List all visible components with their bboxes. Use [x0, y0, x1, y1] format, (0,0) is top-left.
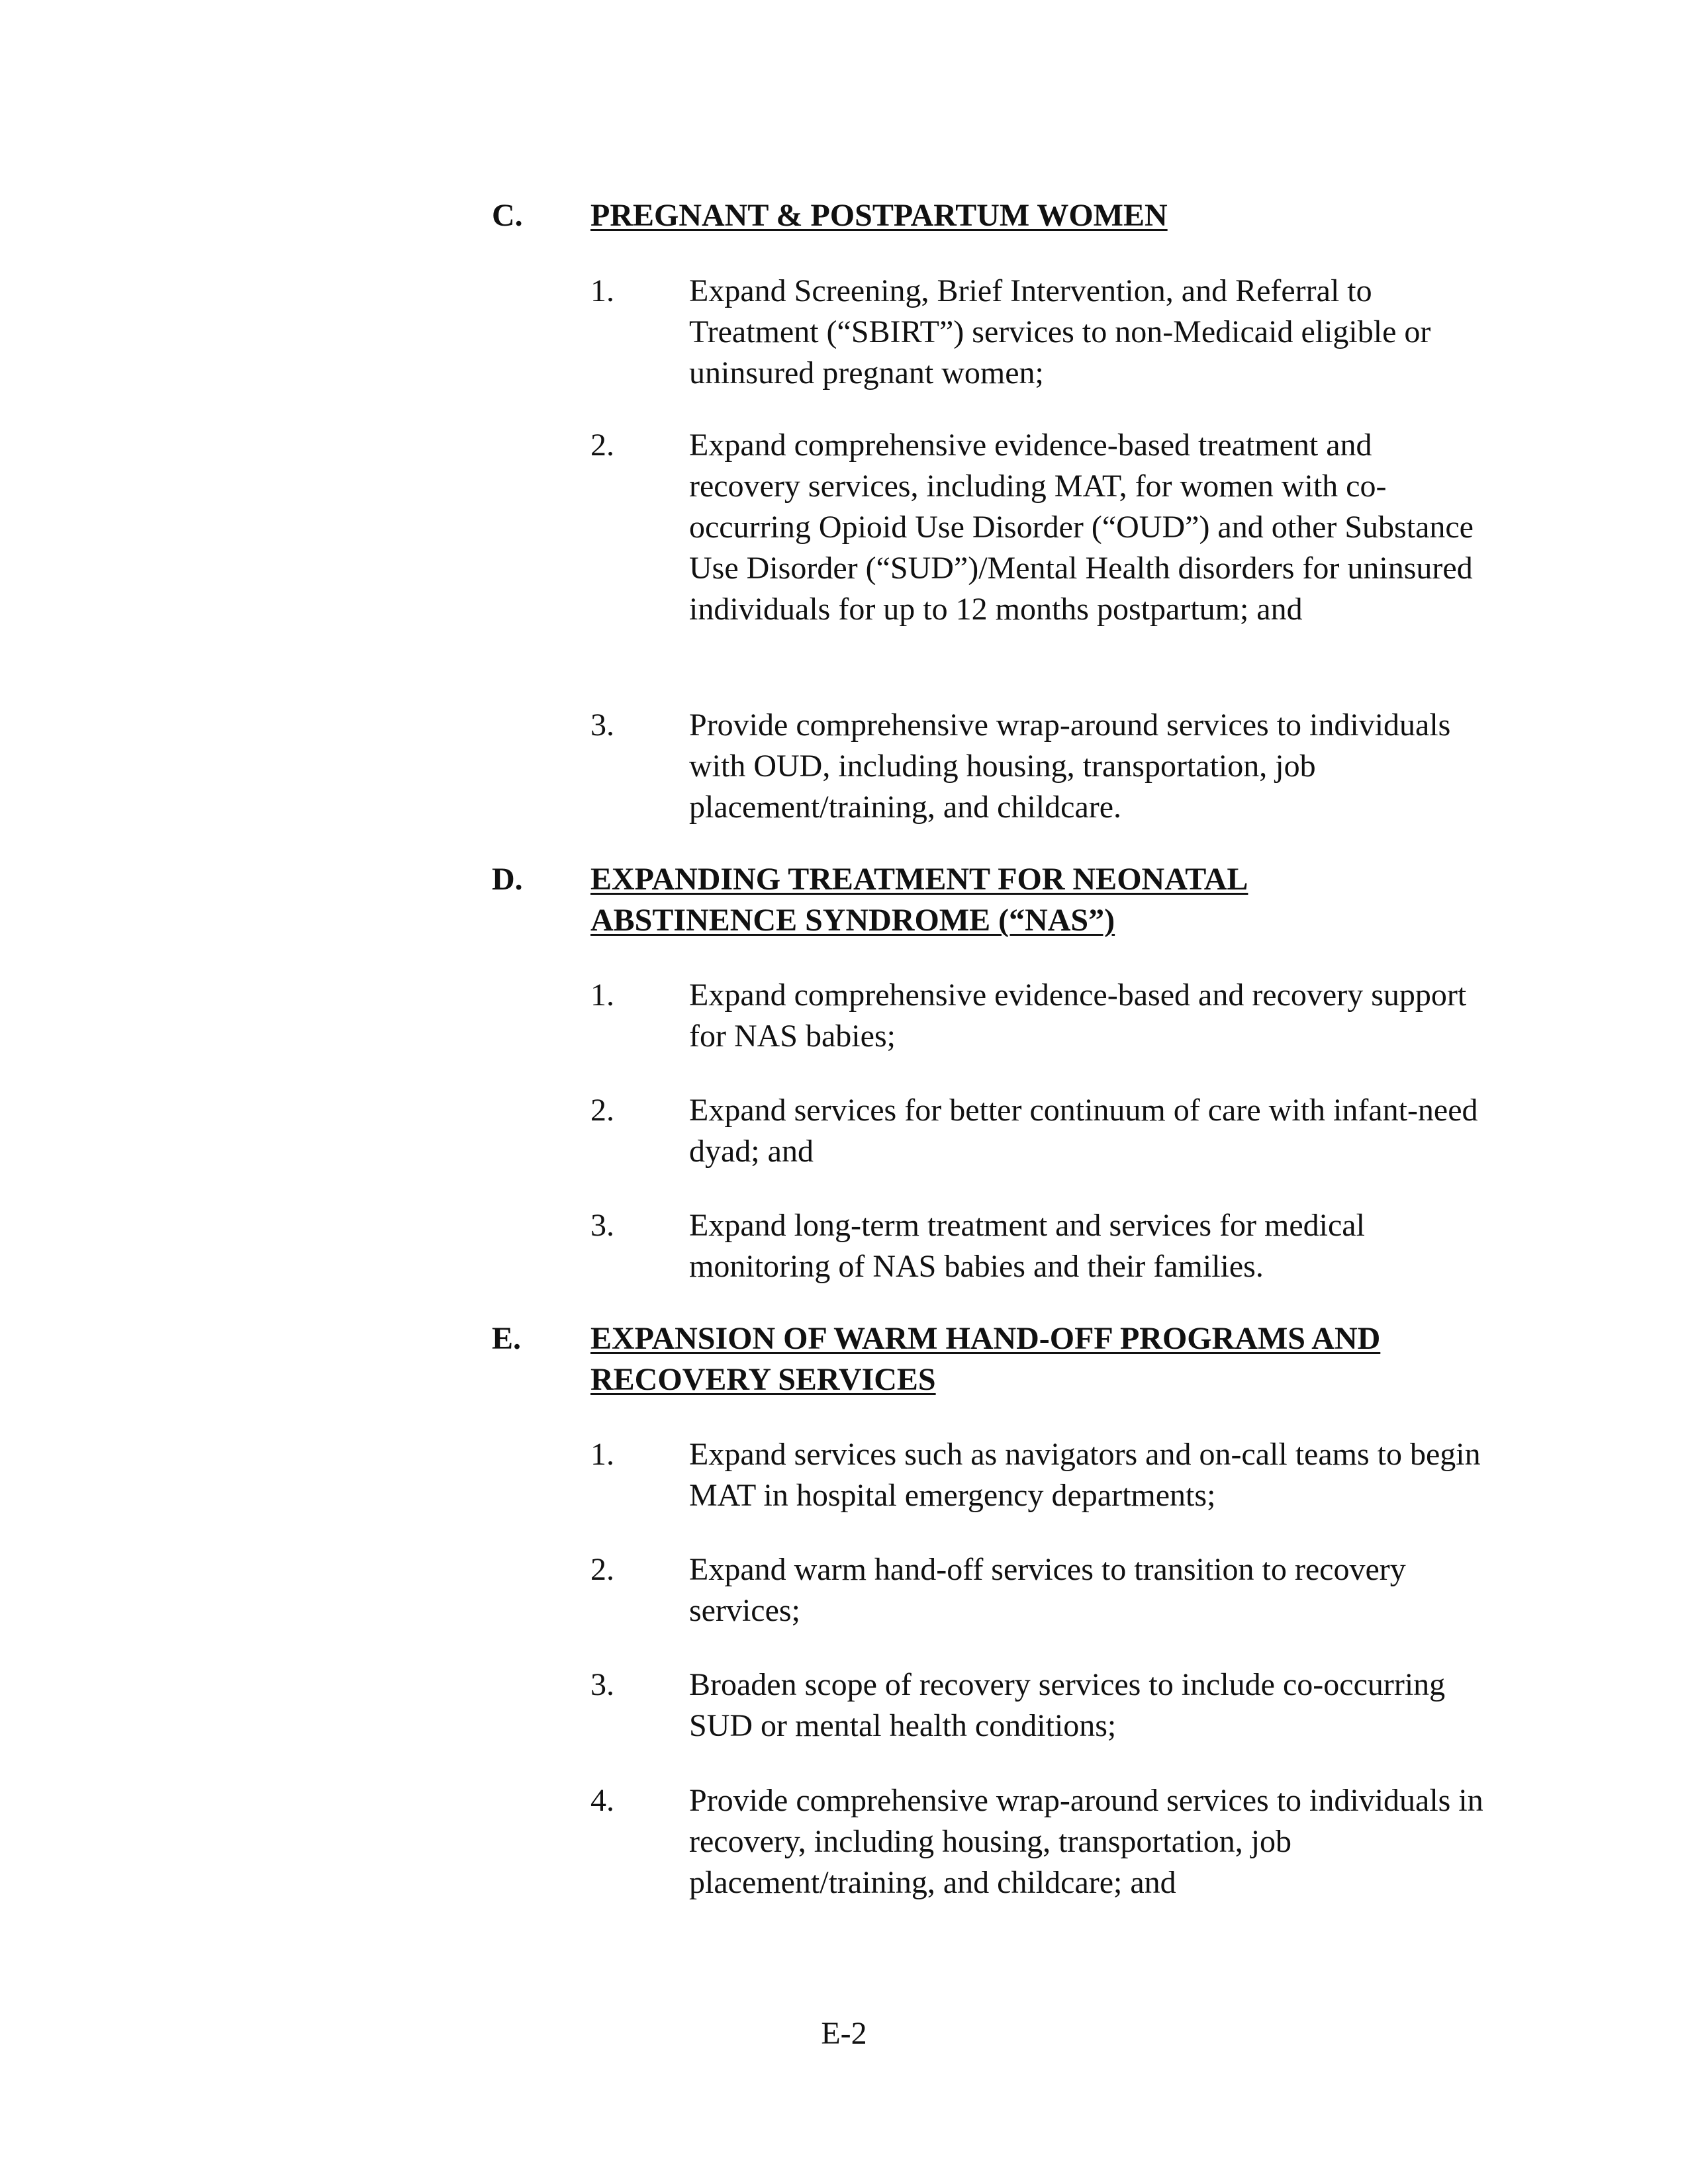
item-text: Expand services such as navigators and on-call teams to begin MAT in hospital emergency departments;	[689, 1437, 1481, 1513]
list-item	[590, 1434, 1483, 1516]
item-text: Expand comprehensive evidence-based and recovery support for NAS babies;	[689, 978, 1467, 1054]
section-d	[492, 859, 1498, 941]
item-number: 3.	[590, 1667, 614, 1702]
section-heading	[492, 859, 1498, 941]
list-item	[590, 975, 1483, 1057]
item-text: Expand warm hand-off services to transition to recovery services;	[689, 1552, 1406, 1628]
section-title: PREGNANT & POSTPARTUM WOMEN	[590, 198, 1168, 233]
item-text: Expand long-term treatment and services for medical monitoring of NAS babies and their families.	[689, 1208, 1365, 1284]
item-text: Expand services for better continuum of care with infant-need dyad; and	[689, 1093, 1478, 1169]
item-text: Provide comprehensive wrap-around services to individuals with OUD, including housing, transportation, job placement/training, and childcare.	[689, 707, 1451, 825]
item-number: 2.	[590, 1552, 614, 1587]
item-number: 3.	[590, 1208, 614, 1243]
list-item	[590, 1549, 1483, 1631]
section-heading	[492, 195, 1498, 236]
item-text: Provide comprehensive wrap-around services to individuals in recovery, including housing, transportation, job placement/training, and childcare; and	[689, 1783, 1483, 1900]
section-c	[492, 195, 1498, 236]
list-item	[590, 1780, 1483, 1903]
item-number: 3.	[590, 707, 614, 743]
item-number: 4.	[590, 1783, 614, 1818]
item-number: 1.	[590, 273, 614, 308]
list-item	[590, 1090, 1483, 1172]
section-letter: E.	[492, 1321, 522, 1356]
item-text: Broaden scope of recovery services to include co-occurring SUD or mental health conditions;	[689, 1667, 1446, 1743]
item-text: Expand Screening, Brief Intervention, and Referral to Treatment (“SBIRT”) services to non-Medicaid eligible or uninsured pregnant women;	[689, 273, 1431, 390]
section-heading	[492, 1318, 1498, 1400]
item-text: Expand comprehensive evidence-based treatment and recovery services, including MAT, for women with co-occurring Opioid Use Disorder (“OUD”) and other Substance Use Disorder (“SUD”)/Mental Health disorders for uninsured individuals for up to 12 months postpartum; and	[689, 428, 1474, 627]
item-number: 1.	[590, 1437, 614, 1472]
list-item	[590, 1205, 1483, 1287]
list-item	[590, 271, 1483, 394]
list-item	[590, 1664, 1483, 1747]
section-title: EXPANSION OF WARM HAND-OFF PROGRAMS AND RECOVERY SERVICES	[590, 1321, 1381, 1397]
section-letter: C.	[492, 198, 523, 233]
page-number: E-2	[821, 2016, 867, 2051]
list-item	[590, 705, 1483, 828]
list-item	[590, 425, 1483, 630]
section-e	[492, 1318, 1498, 1400]
item-number: 2.	[590, 428, 614, 463]
section-letter: D.	[492, 862, 523, 897]
item-number: 1.	[590, 978, 614, 1013]
item-number: 2.	[590, 1093, 614, 1128]
section-title: EXPANDING TREATMENT FOR NEONATAL ABSTINENCE SYNDROME (“NAS”)	[590, 862, 1248, 938]
